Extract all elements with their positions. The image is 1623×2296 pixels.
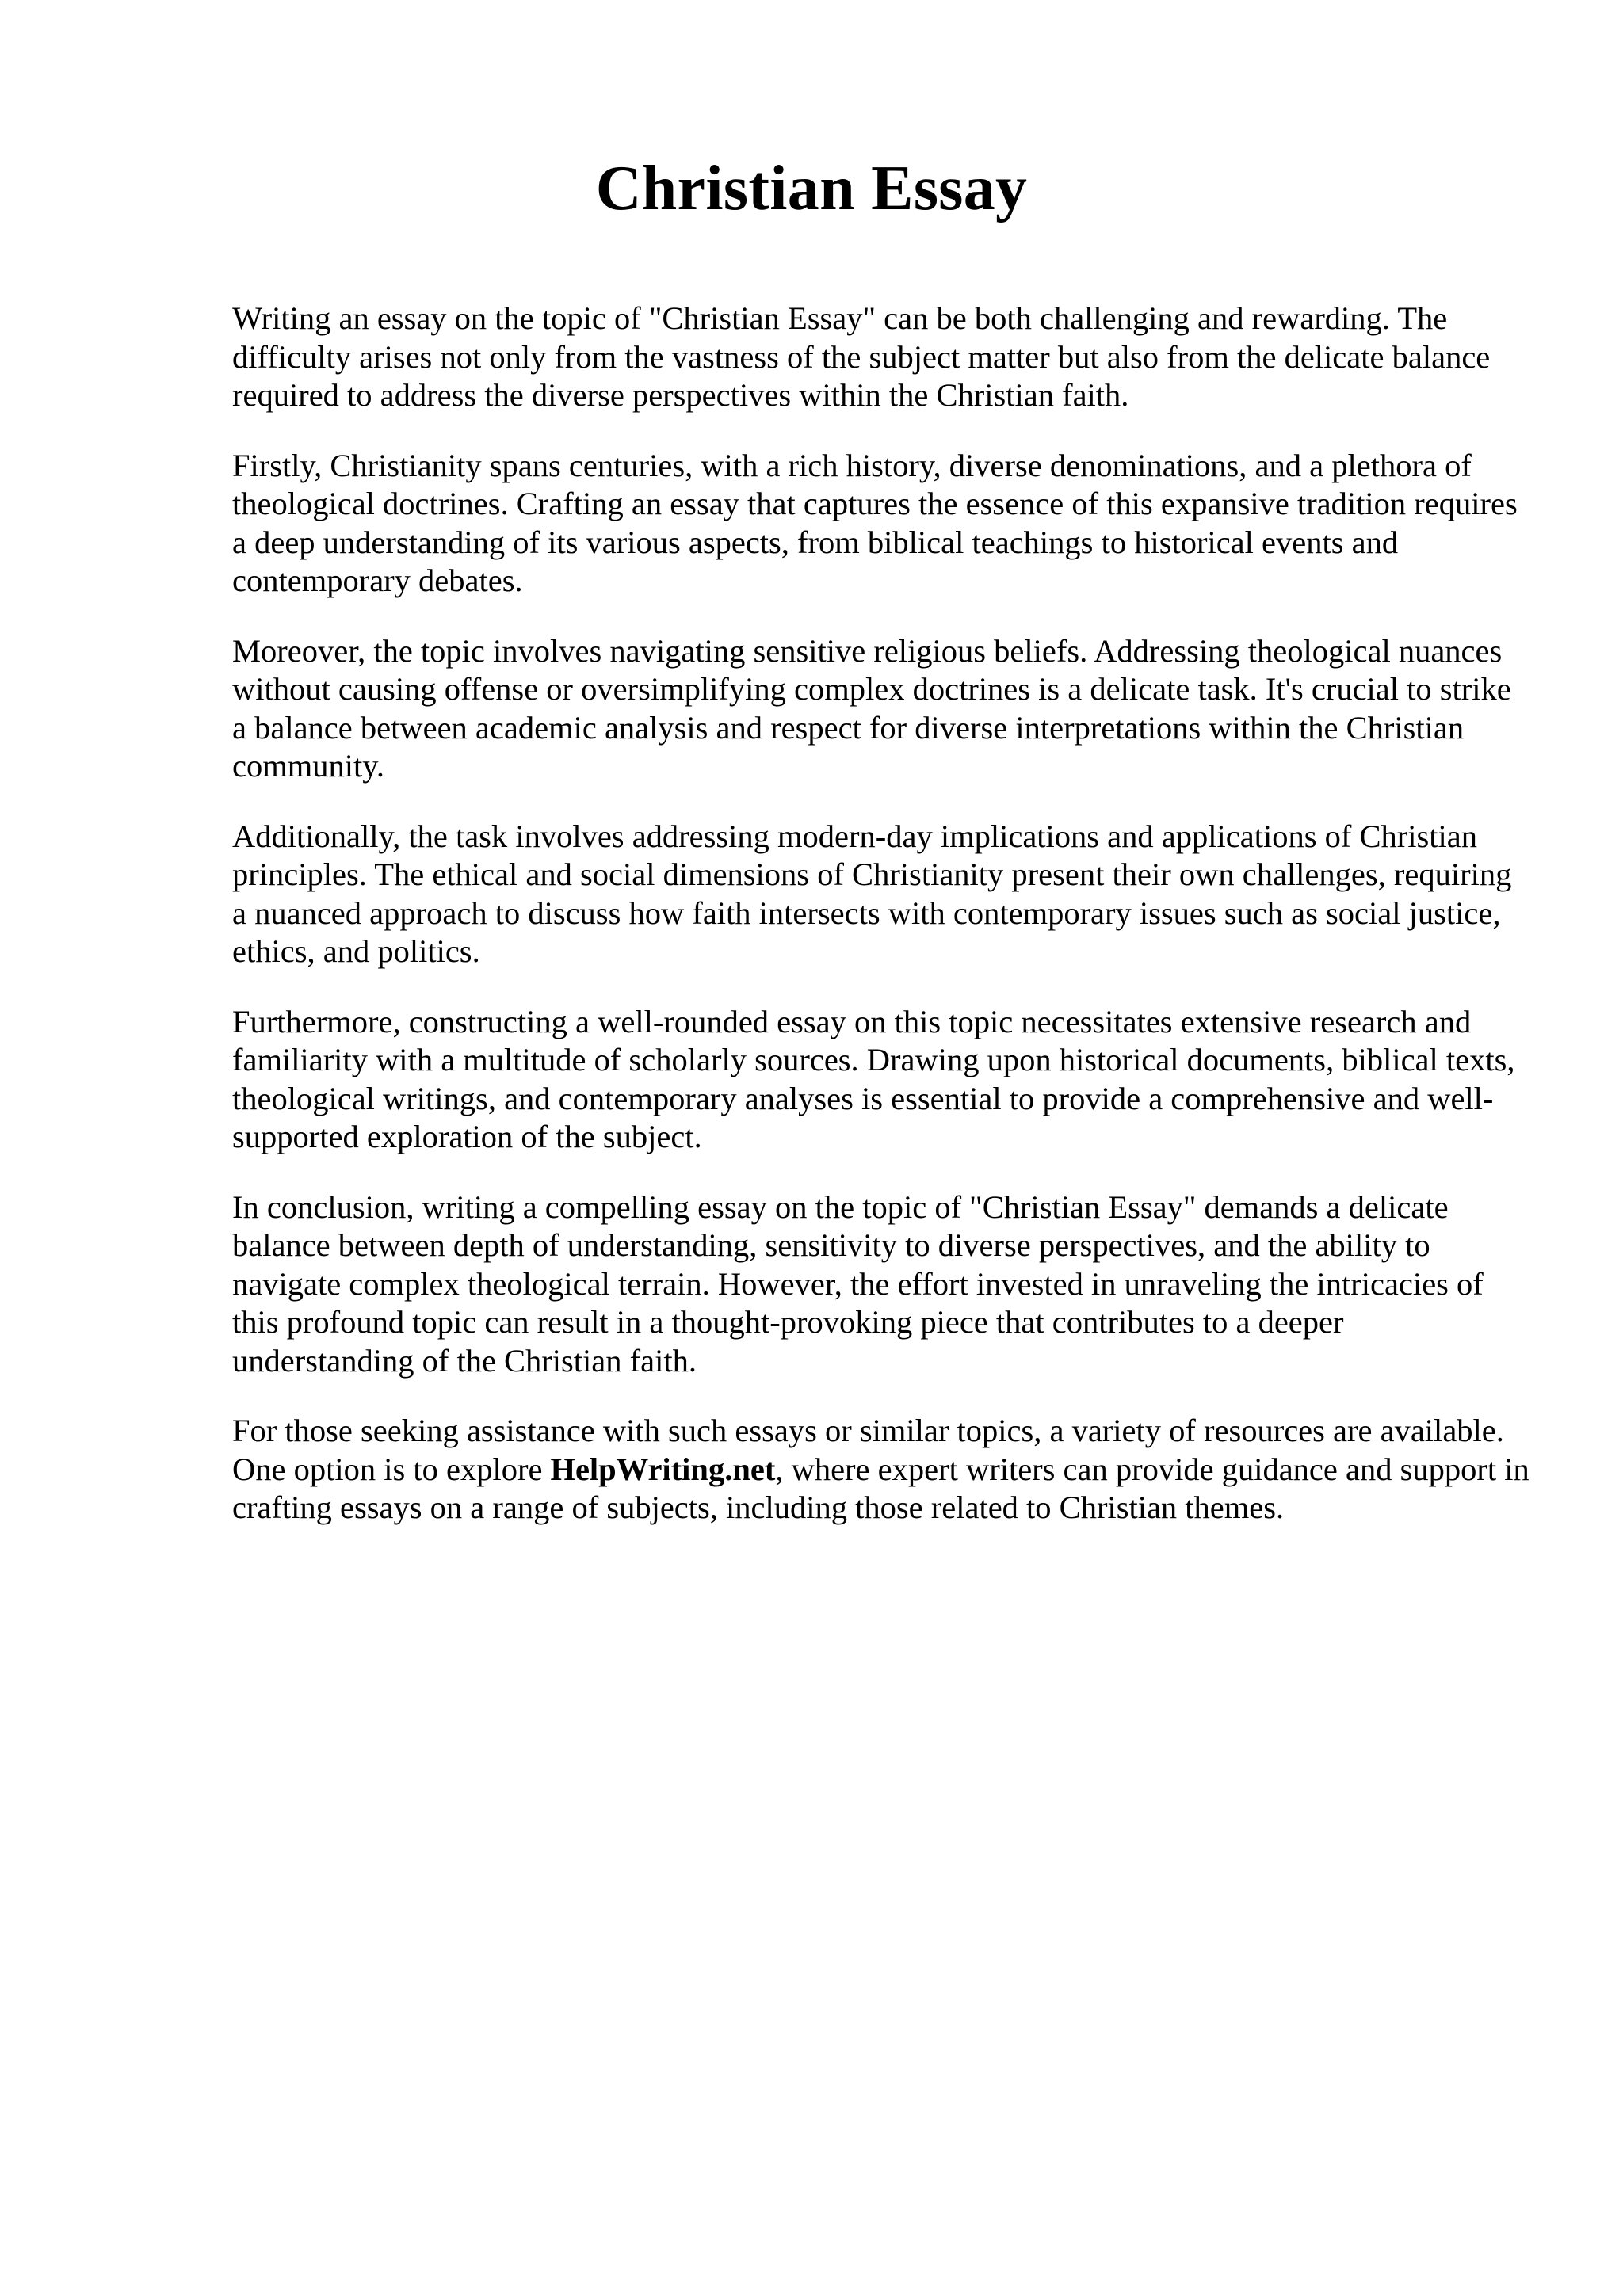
document-body [232, 299, 1532, 1559]
paragraph-intro: Writing an essay on the topic of "Christian Essay" can be both challenging and rewarding. The difficulty arises not only from the vastness of the subject matter but also from the delicate balance required to address the diverse perspectives within the Christian faith. [232, 300, 1491, 413]
helpwriting-link[interactable]: HelpWriting.net [550, 1451, 776, 1487]
paragraph-additionally: Additionally, the task involves addressing modern-day implications and applications of Christian principles. The ethical and social dimensions of Christianity present their own challenges, requiring a nuanced approach to discuss how faith intersects with contemporary issues such as social justice, ethics, and politics. [232, 818, 1512, 969]
document-title: Christian Essay [595, 154, 1028, 223]
paragraph-firstly: Firstly, Christianity spans centuries, with a rich history, diverse denominations, and a plethora of theological doctrines. Crafting an essay that captures the essence of this expansive tradition requires a deep understanding of its various aspects, from biblical teachings to historical events and contemporary debates. [232, 447, 1518, 598]
closing-text-after-link: , where expert writers can provide guidance and support in crafting essays on a range of subjects, including those related to Christian themes. [232, 1451, 1529, 1525]
paragraph-furthermore: Furthermore, constructing a well-rounded essay on this topic necessitates extensive research and familiarity with a multitude of scholarly sources. Drawing upon historical documents, biblical texts, theological writings, and contemporary analyses is essential to provide a comprehensive and well-supported exploration of the subject. [232, 1003, 1515, 1154]
closing-text-before-link: For those seeking assistance with such essays or similar topics, a variety of resources are available. One option is to explore [232, 1413, 1504, 1487]
paragraph-closing [232, 1412, 1532, 1527]
paragraph-moreover: Moreover, the topic involves navigating sensitive religious beliefs. Addressing theological nuances without causing offense or oversimplifying complex doctrines is a delicate task. It's crucial to strike a balance between academic analysis and respect for diverse interpretations within the Christian community. [232, 632, 1511, 784]
paragraph-conclusion: In conclusion, writing a compelling essay on the topic of "Christian Essay" demands a delicate balance between depth of understanding, sensitivity to diverse perspectives, and the ability to navigate complex theological terrain. However, the effort invested in unraveling the intricacies of this profound topic can result in a thought-provoking piece that contributes to a deeper understanding of the Christian faith. [232, 1188, 1484, 1379]
